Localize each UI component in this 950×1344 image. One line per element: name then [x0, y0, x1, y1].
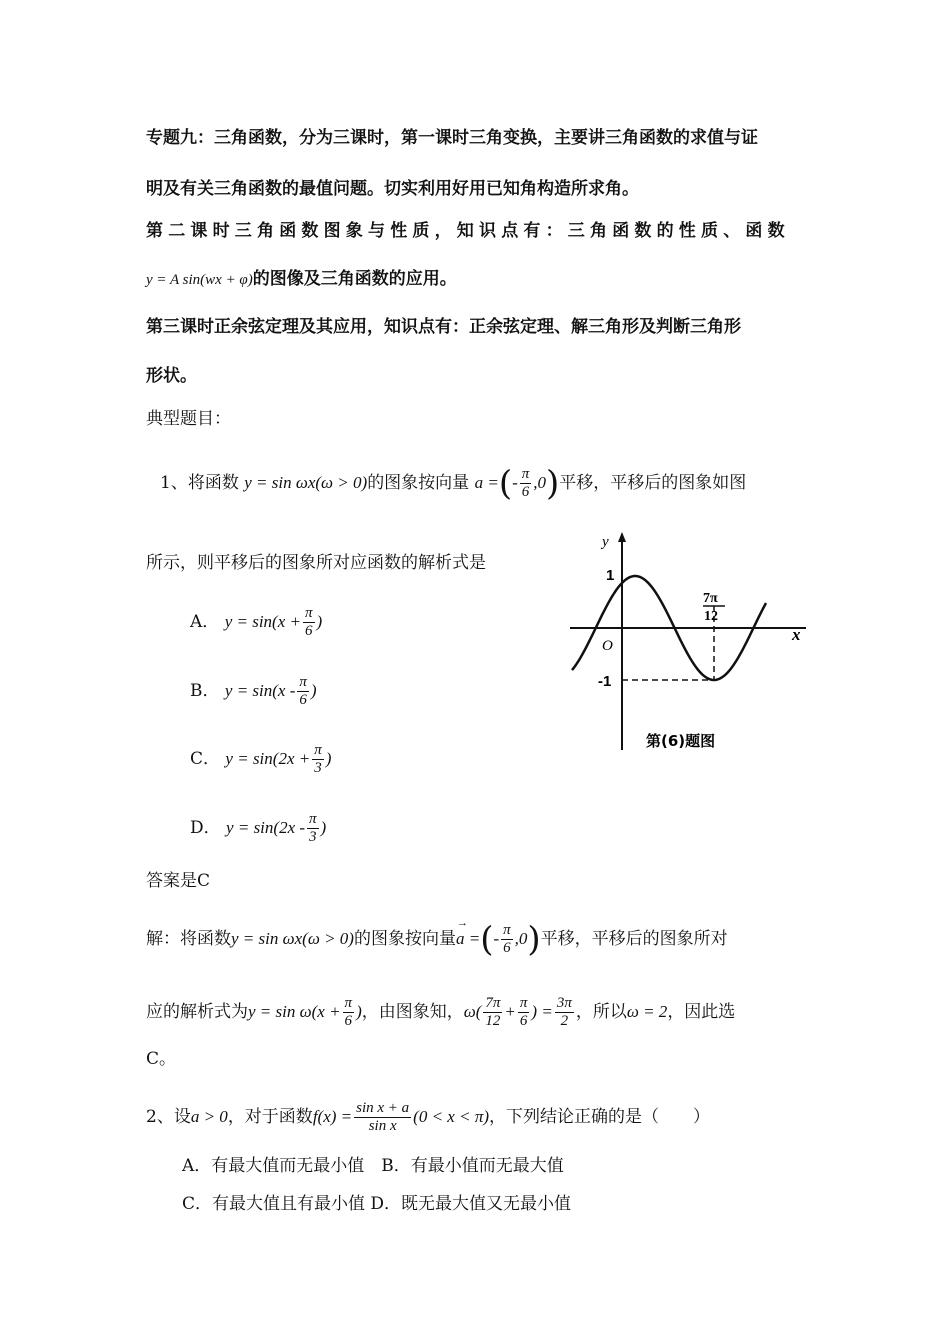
solution-p2-mid: ，由图象知，	[361, 1002, 464, 1022]
option-frac	[297, 674, 309, 709]
vector-a	[455, 917, 481, 950]
frac-den: 3	[314, 760, 322, 776]
q2-mid: ，对于函数	[227, 1107, 313, 1127]
q1-vec-minus: -	[512, 473, 518, 492]
option-close: )	[310, 681, 317, 700]
label-top-den: 12	[704, 609, 718, 624]
q1-vec-tail: ,0	[533, 473, 547, 492]
solution-plus: +	[504, 1002, 516, 1021]
solution-frac-3pi-2	[555, 995, 574, 1030]
vector-lhs: a =	[455, 929, 481, 948]
q1-vec-lhs: a =	[474, 473, 499, 492]
q2-options-row-1: A．有最大值而无最小值 B．有最小值而无最大值	[182, 1156, 564, 1176]
frac-den: 2	[560, 1013, 569, 1029]
frac-num: 7π	[485, 995, 501, 1011]
frac-num: π	[519, 995, 528, 1011]
frac-den: 6	[344, 1013, 353, 1029]
formula-asin: y = A sin(wx + φ)	[146, 272, 253, 288]
q2-prefix: 2、设	[146, 1107, 191, 1127]
solution-tail: ，所以	[575, 1002, 627, 1022]
header-line-2: 明及有关三角函数的最值问题。切实利用好用已知角构造所求角。	[146, 179, 639, 199]
solution-p2-prefix: 应的解析式为	[146, 1002, 248, 1022]
frac-num: sin x + a	[356, 1100, 410, 1116]
y-axis-label: y	[602, 534, 609, 550]
q2-suffix: ，下列结论正确的是（ ）	[489, 1107, 710, 1127]
solution-p2-eq-pre: ω(	[463, 1002, 482, 1021]
q2-frac	[354, 1100, 411, 1135]
solution-prefix: 解：将函数	[146, 929, 231, 949]
right-paren-icon: )	[546, 463, 560, 504]
solution-frac-7pi-12	[483, 995, 502, 1030]
q2-cond: a > 0	[190, 1107, 228, 1126]
frac-den: 6	[519, 1013, 528, 1029]
solution-line-1	[146, 917, 728, 960]
q2-domain: (0 < x < π)	[413, 1107, 489, 1126]
q2-f: f(x) =	[312, 1107, 353, 1126]
solution-end: ，因此选	[667, 1002, 736, 1022]
right-paren-icon: )	[527, 919, 541, 960]
label-one: 1	[606, 567, 615, 584]
solution-func: y = sin ωx(ω > 0)	[231, 929, 354, 948]
q1-statement	[160, 463, 747, 504]
left-paren-icon: (	[480, 919, 494, 960]
option-expr: y = sin(2x -	[226, 818, 306, 837]
solution-p2-func: y = sin ω(x +	[248, 1002, 341, 1021]
q1-line2: 所示，则平移后的图象所对应函数的解析式是	[146, 553, 486, 573]
frac-num: π	[309, 811, 317, 827]
figure-caption: 第(6)题图	[646, 732, 716, 750]
q1-suffix: 平移，平移后的图象如图	[559, 473, 747, 493]
y-axis-arrow-icon	[618, 532, 626, 542]
label-neg-one: -1	[598, 673, 612, 690]
q1-vec-num: π	[521, 466, 530, 482]
frac-num: π	[304, 605, 313, 621]
vector-tail: ,0	[514, 929, 528, 948]
solution-p2-frac	[343, 995, 355, 1030]
sine-graph-figure	[566, 528, 810, 756]
q1-prefix: 1、将函数	[160, 473, 239, 493]
vector-minus: -	[493, 929, 500, 948]
option-expr: y = sin(x -	[224, 681, 296, 700]
vector-arrow-icon: →	[456, 917, 468, 929]
q1-option-d	[190, 811, 326, 846]
option-frac	[312, 742, 324, 777]
q2-statement	[146, 1100, 710, 1135]
label-top-num: 7π	[703, 591, 718, 606]
option-close: )	[320, 818, 327, 837]
solution-line-2	[146, 995, 735, 1030]
option-close: )	[325, 749, 332, 768]
q2-options-row-2: C．有最大值且有最小值 D．既无最大值又无最小值	[182, 1194, 572, 1214]
section-title: 典型题目：	[146, 409, 231, 429]
header-line-6: 形状。	[146, 366, 197, 386]
option-label: C．	[190, 749, 221, 769]
solution-frac-pi-6	[518, 995, 530, 1030]
frac-num: π	[344, 995, 353, 1011]
q1-option-b	[190, 674, 317, 709]
frac-num: π	[299, 674, 307, 690]
option-frac	[307, 811, 319, 846]
q1-option-a	[190, 605, 322, 640]
q1-vec-frac	[520, 466, 532, 501]
option-expr: y = sin(2x +	[225, 749, 311, 768]
vector-frac	[501, 922, 513, 957]
frac-num: π	[314, 742, 322, 758]
solution-suffix: 平移，平移后的图象所对	[540, 929, 728, 949]
q1-func: y = sin ωx(ω > 0)	[244, 473, 368, 492]
header-line-3: 第二课时三角函数图象与性质，知识点有：三角函数的性质、函数	[146, 221, 790, 241]
header-line-1: 专题九：三角函数，分为三课时，第一课时三角变换，主要讲三角函数的求值与证	[146, 128, 758, 148]
header-line-5: 第三课时正余弦定理及其应用，知识点有：正余弦定理、解三角形及判断三角形	[146, 317, 741, 337]
left-paren-icon: (	[498, 463, 513, 504]
q1-answer: 答案是C	[146, 871, 211, 891]
q1-option-c	[190, 742, 331, 777]
frac-num: 3π	[556, 995, 572, 1011]
header-line-4	[146, 268, 457, 291]
solution-omega: ω = 2	[626, 1002, 668, 1021]
option-label: B．	[190, 681, 220, 701]
option-expr: y = sin(x +	[224, 612, 301, 631]
solution-eq-mid: ) =	[531, 1002, 553, 1021]
option-frac	[303, 605, 315, 640]
solution-line-3: C。	[146, 1049, 177, 1069]
option-label: A．	[190, 612, 220, 632]
x-axis-label: x	[792, 625, 801, 644]
frac-den: 6	[503, 940, 511, 956]
frac-den: 6	[304, 623, 313, 639]
q1-mid: 的图象按向量	[367, 473, 470, 493]
option-label: D．	[190, 818, 221, 838]
header-line-4-text: 的图像及三角函数的应用。	[252, 269, 457, 289]
frac-num: π	[503, 922, 511, 938]
origin-label: O	[602, 638, 613, 654]
option-close: )	[316, 612, 323, 631]
q1-vec-den: 6	[521, 484, 530, 500]
solution-mid: 的图象按向量	[353, 929, 456, 949]
frac-den: sin x	[368, 1118, 397, 1134]
frac-den: 3	[309, 829, 317, 845]
frac-den: 12	[485, 1013, 501, 1029]
solution-p2-close: )	[356, 1002, 362, 1021]
frac-den: 6	[299, 692, 307, 708]
